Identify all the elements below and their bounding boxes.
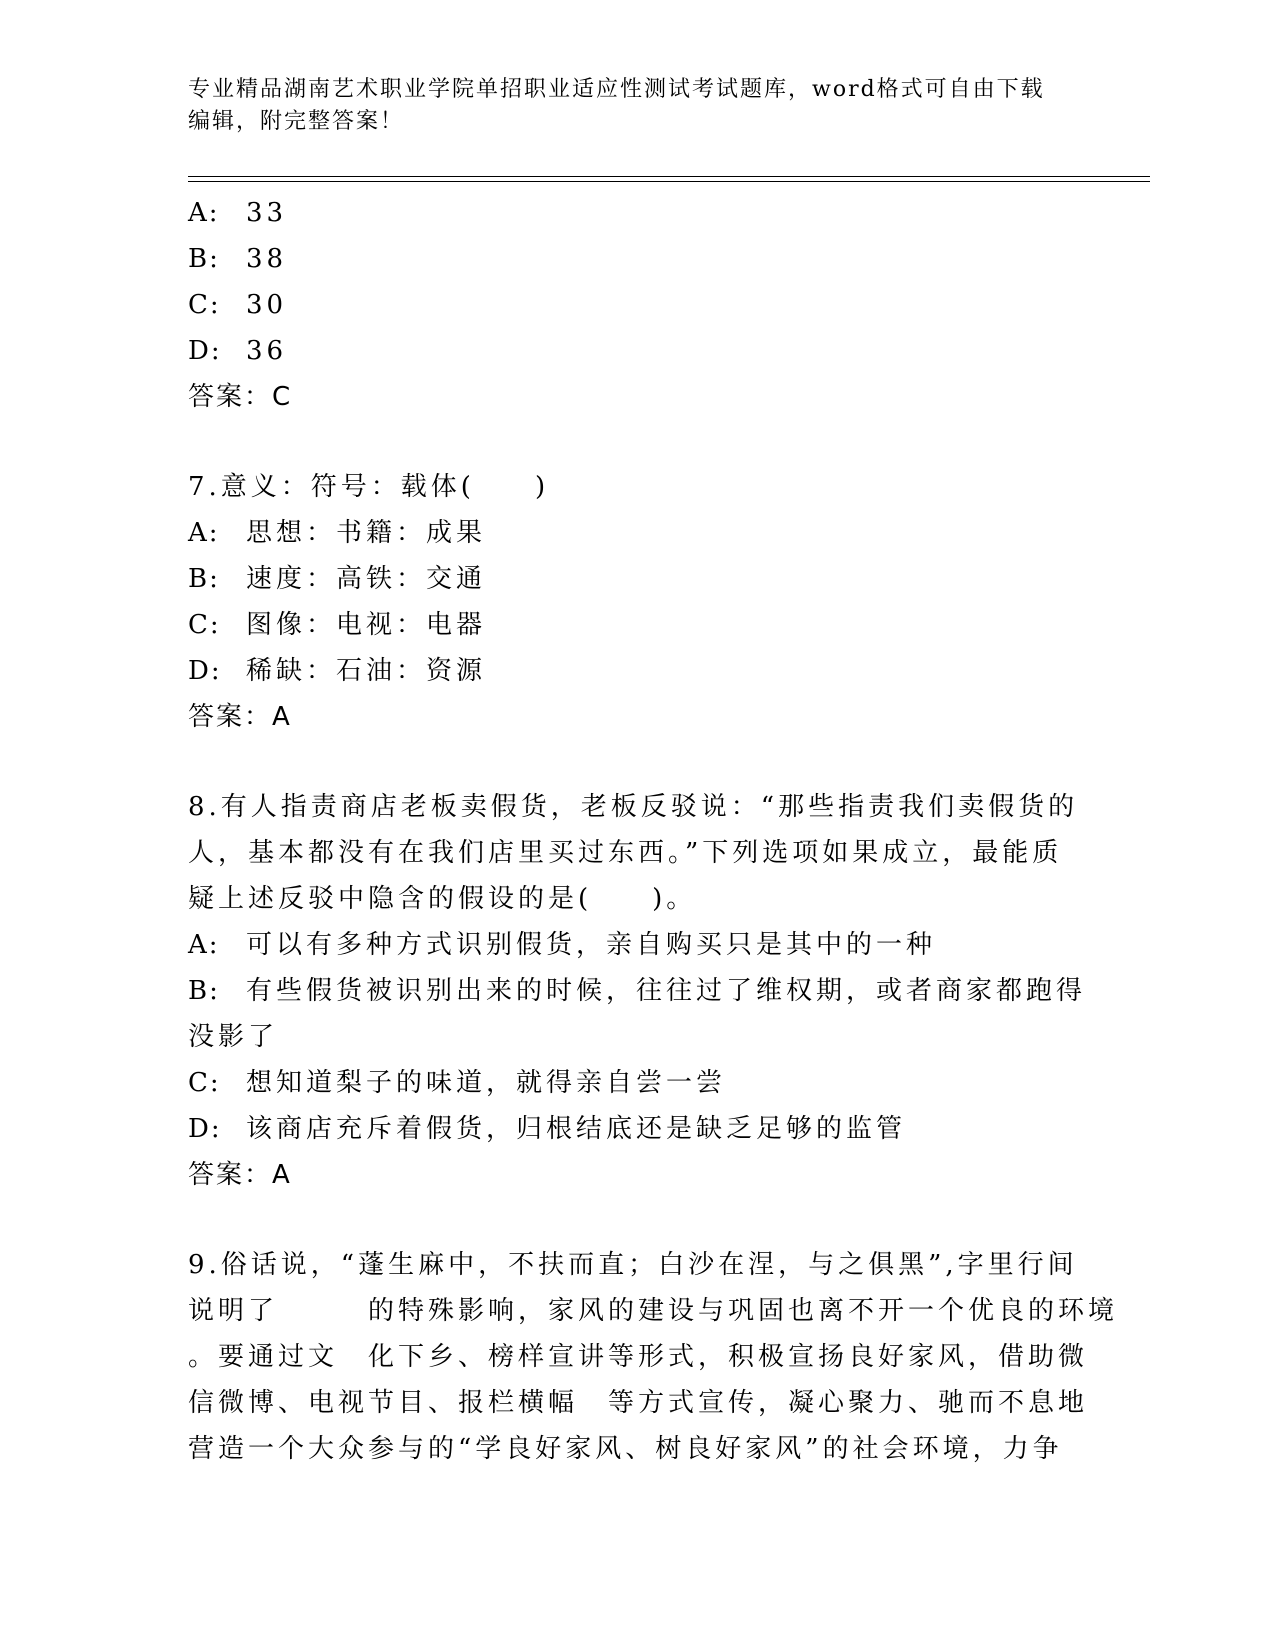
question-stem-line: 。要通过文 化下乡、榜样宣讲等形式，积极宣扬良好家风，借助微 [188,1342,1089,1372]
option-a [188,190,1088,236]
question-9 [188,1242,1119,1472]
option-d [188,1106,1088,1152]
page-header [188,74,1068,138]
option-text: 速度：高铁：交通 [246,564,487,594]
question-stem-line: 营造一个大众参与的“学良好家风、树良好家风”的社会环境，力争 [188,1434,1063,1464]
option-c [188,602,1088,648]
option-key: C: [188,1068,221,1098]
option-c [188,1060,1088,1106]
question-stem-line: 疑上述反驳中隐含的假设的是( )。 [188,884,697,914]
question-stem-line: 说明了 的特殊影响，家风的建设与巩固也离不开一个优良的环境 [188,1296,1119,1326]
question-8 [188,784,1088,1198]
header-line-2: 编辑，附完整答案！ [188,109,405,134]
option-key: B: [188,564,220,594]
option-key: D: [188,1114,222,1144]
option-b [188,968,1088,1014]
option-text: 想知道梨子的味道，就得亲自尝一尝 [246,1068,727,1098]
option-b-continuation: 没影了 [188,1022,279,1052]
option-d [188,328,1088,374]
spacer [188,420,1088,464]
option-text: 38 [246,244,288,274]
option-key: A: [188,930,220,960]
option-text: 30 [246,290,288,320]
option-key: A: [188,518,220,548]
option-key: D: [188,656,222,686]
spacer [188,1198,1088,1242]
option-key: B: [188,976,220,1006]
header-line-1: 专业精品湖南艺术职业学院单招职业适应性测试考试题库，word格式可自由下载 [188,77,1045,102]
option-text: 33 [246,198,288,228]
option-text: 图像：电视：电器 [246,610,487,640]
question-7 [188,464,1088,740]
header-divider-bottom [188,181,1150,182]
answer-line: 答案：A [188,702,292,732]
option-text: 该商店充斥着假货，归根结底还是缺乏足够的监管 [246,1114,907,1144]
question-stem-line: 人，基本都没有在我们店里买过东西。”下列选项如果成立，最能质 [188,838,1063,868]
option-key: A: [188,198,220,228]
question-stem-line: 信微博、电视节目、报栏横幅 等方式宣传，凝心聚力、驰而不息地 [188,1388,1089,1418]
option-a [188,922,1088,968]
option-key: C: [188,290,221,320]
option-key: C: [188,610,221,640]
option-text: 有些假货被识别出来的时候，往往过了维权期，或者商家都跑得 [246,976,1087,1006]
option-text: 稀缺：石油：资源 [246,656,487,686]
option-c [188,282,1088,328]
option-key: D: [188,336,222,366]
option-text: 36 [246,336,288,366]
question-stem: 7.意义：符号：载体( ) [188,472,550,502]
option-b [188,236,1088,282]
option-text: 思想：书籍：成果 [246,518,487,548]
spacer [188,740,1088,784]
option-d [188,648,1088,694]
option-a [188,510,1088,556]
option-b [188,556,1088,602]
answer-line: 答案：C [188,382,293,412]
answer-line: 答案：A [188,1160,292,1190]
header-divider-top [188,176,1150,177]
question-content [188,190,1119,1472]
question-stem-line: 8.有人指责商店老板卖假货，老板反驳说：“那些指责我们卖假货的 [188,792,1079,822]
question-6 [188,190,1088,420]
option-key: B: [188,244,220,274]
question-stem-line: 9.俗话说，“蓬生麻中，不扶而直；白沙在涅，与之俱黑”,字里行间 [188,1250,1078,1280]
option-text: 可以有多种方式识别假货，亲自购买只是其中的一种 [246,930,937,960]
